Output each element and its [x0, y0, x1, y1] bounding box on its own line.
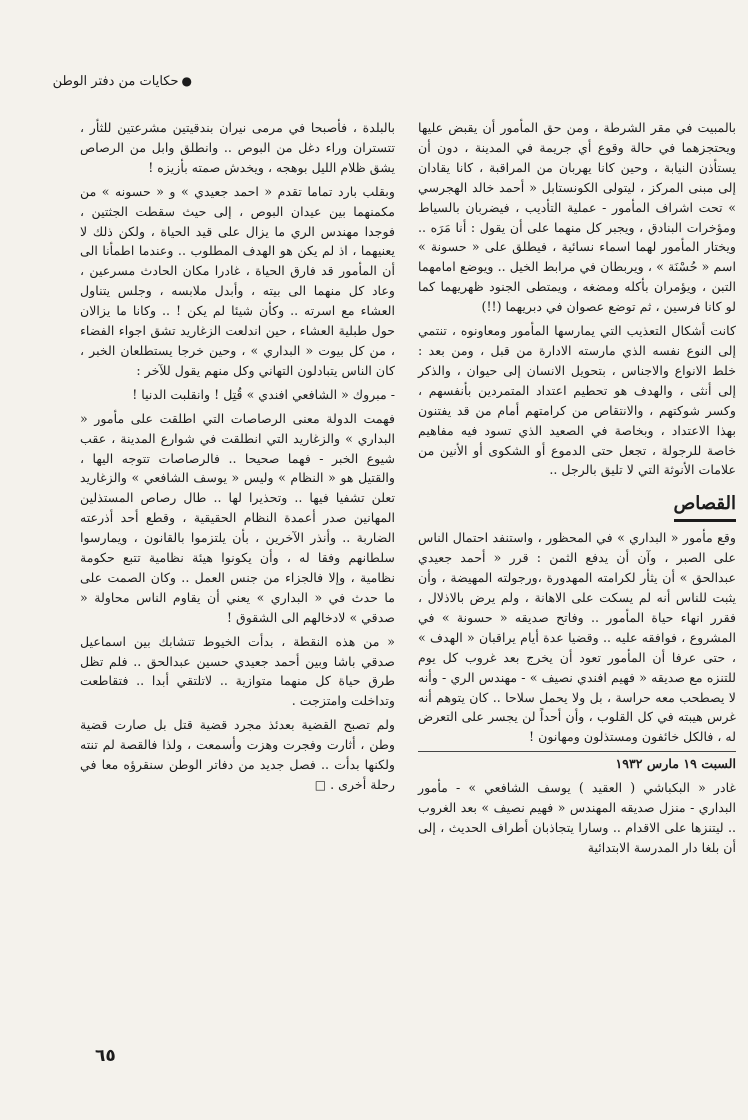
end-mark-icon: □: [314, 778, 327, 792]
paragraph: [80, 715, 395, 796]
paragraph: وقع مأمور « البداري » في المحظور ، واستنفد احتمال الناس على الصبر ، وآن أن يدفع الثمن : قرر « أحمد جعيدي عبدالحق » أن يثأر لكرامته المهدورة ،ورجولته المهيضة ، وأن يثبت للناس أنه لم يسكت على الاهانة ، ولم يرض بالاذلال ، فقرر انهاء حياة المأمور .. وفاتح صديقه « حسونة » في المشروع ، فوافقه عليه .. وقضيا عدة أيام يراقبان « الهدف » ، حتى عرفا أن المأمور تعود أن يخرج بعد غروب كل يوم للتنزه مع صديقه « فهيم افندي نصيف » - مهندس الري - وأنه لا يصطحب معه حراسة ، بل ولا يحمل سلاحا .. كان يتوهم أنه غرس هيبته في كل القلوب ، وأن أحداً لن يجسر على التعرض له ، فالكل خائفون ومستذلون ومهانون !: [418, 530, 736, 745]
paragraph-text: ولم تصبح القضية بعدئذ مجرد قضية قتل بل صارت قضية وطن ، أثارت وفجرت وهزت وأسمعت ، ولذا فالقصة لم تنته ولكنها بدأت .. فصل جديد من دفاتر الوطن سنقرؤه معا في رحلة أخرى .: [80, 717, 395, 792]
running-header-title: حكايات من دفتر الوطن: [52, 74, 179, 89]
page-number: ٦٥: [95, 1046, 116, 1066]
paragraph: - مبروك « الشافعي افندي » قُتِل ! وانقلبت الدنيا !: [132, 386, 395, 402]
paragraph: غادر « البكباشي ( العقيد ) يوسف الشافعي » - مأمور البداري - منزل صديقه المهندس « فهيم نصيف » بعد الغروب .. ليتنزها على الاقدام .. وسارا يتجاذبان أطراف الحديث ، إلى أن بلغا دار المدرسة الابتدائية: [418, 780, 736, 855]
section-heading: القصاص: [674, 490, 736, 522]
dateline: السبت ١٩ مارس ١٩٣٢: [418, 751, 736, 774]
paragraph: فهمت الدولة معنى الرصاصات التي اطلقت على مأمور « البداري » والزغاريد التي انطلقت في شوارع المدينة ، عقب شيوع الخبر - فهما صحيحا .. فالرصاصات تتوجه اليها ، والقتيل هو « النظام » وليس « يوسف الشافعي » والزغاريد تعلن تشفيا فيها .. وتحذيرا لها .. طال رصاص المستذلين المهانين صدر أعمدة النظام الحقيقية ، وقطع أحد أذرعته الضاربة .. وأنذر الآخرين ، بأن يلتزموا بالقانون ، ويمارسوا سلطانهم وفقا له ، وأن يكونوا هيئة نظامية تتبع حكومة نظامية ، وإلا فالجزاء من جنس العمل .. وكان الصمت على ما حدث في « البداري » يعني أن يقاوم الناس محاولة « صدقي » لادخالهم الى الشقوق !: [80, 410, 395, 625]
paragraph: بالبلدة ، فأصبحا في مرمى نيران بندقيتين مشرعتين للثأر ، تتستران وراء دغل من البوص .. وانطلق وابل من الرصاص يشق ظلام الليل بوهجه ، ويخدش صمته بأزيزه !: [80, 120, 395, 175]
header-bullet-icon: ●: [181, 74, 192, 88]
paragraph: بالمبيت في مقر الشرطة ، ومن حق المأمور أن يقبض عليها ويحتجزهما في حالة وقوع أي جريمة في المدينة ، دون أن يستأذن النيابة ، وحين كانا يهربان من المراقبة ، كانا يقادان إلى مبنى المركز ، ليتولى الكونستابل « أحمد خالد الهجرسي » تحت اشراف المأمور - عملية التأديب ، فيضربان بالسياط ومؤخرات البنادق ، ويجبر كل منهما على أن يقول : أنا مَرَه .. ويختار المأمور لهما اسماء نسائية ، فيطلق على « حسونة » اسم « حُسْنَة » ، ويربطان في مرابط الخيل .. ويوضع امامهما التبن ، ويؤمران بأكله ومضغه ، ويمتطى الجنود ظهريهما كما لو كانا فرسين ، ثم توضع عصوان في دبريهما (!!): [418, 120, 736, 315]
paragraph: وبقلب بارد تماما تقدم « احمد جعيدي » و « حسونه » من مكمنهما بين عيدان البوص ، إلى حيث سقطت الجثتين ، فوجدا مهندس الري ما يزال على قيد الحياة ، ولكن ذلك لا يعنيهما ، اذ لم يكن هو الهدف المطلوب .. وعندما اطمأنا الى أن المأمور قد فارق الحياة ، غادرا مكان الحادث مسرعين ، وعاد كل منهما الى بيته ، وأبدل ملابسه ، وجلس يتناول العشاء مع اسرته .. وكأن شيئا لم يكن ! .. وكانا ما يزالان حول طبلية العشاء ، حين اندلعت الزغاريد تشق اجواء الفضاء ، من كل بيوت « البداري » ، وحين خرجا يستطلعان الخبر ، كان الناس يتبادلون التهاني وكل منهم يقول للآخر :: [80, 183, 395, 378]
left-column: [80, 118, 395, 800]
right-column: [418, 118, 736, 862]
running-header: [52, 72, 192, 91]
paragraph: « من هذه النقطة ، بدأت الخيوط تتشابك بين اسماعيل صدقي باشا وبين أحمد جعيدي حسين عبدالحق .. فلم تظل طرق حياة كل منهما متوازية .. لاتلتقي أبدا .. فتقاطعت وتداخلت وامتزجت .: [80, 633, 395, 709]
paragraph: كانت أشكال التعذيب التي يمارسها المأمور ومعاونوه ، تنتمي إلى النوع نفسه الذي مارسته الادارة من قبل ، ومن بعد : خلط الانواع والاجناس ، بتحويل الانسان إلى حيوان ، والذكر إلى أنثى ، والهدف هو تحطيم اعتداد المتمردين بأنفسهم ، وكسر شوكتهم ، والانتقاص من كرامتهم أمام من قد يفتنون بهذا الاعتداد ، وبخاصة في الصعيد الذي تسود فيه مفاهيم خاصة للرجولة ، تجعل حتى الدموع أو الشكوى أو الأنين من علامات الأنوثة التي لا تليق بالرجل ..: [418, 323, 736, 478]
